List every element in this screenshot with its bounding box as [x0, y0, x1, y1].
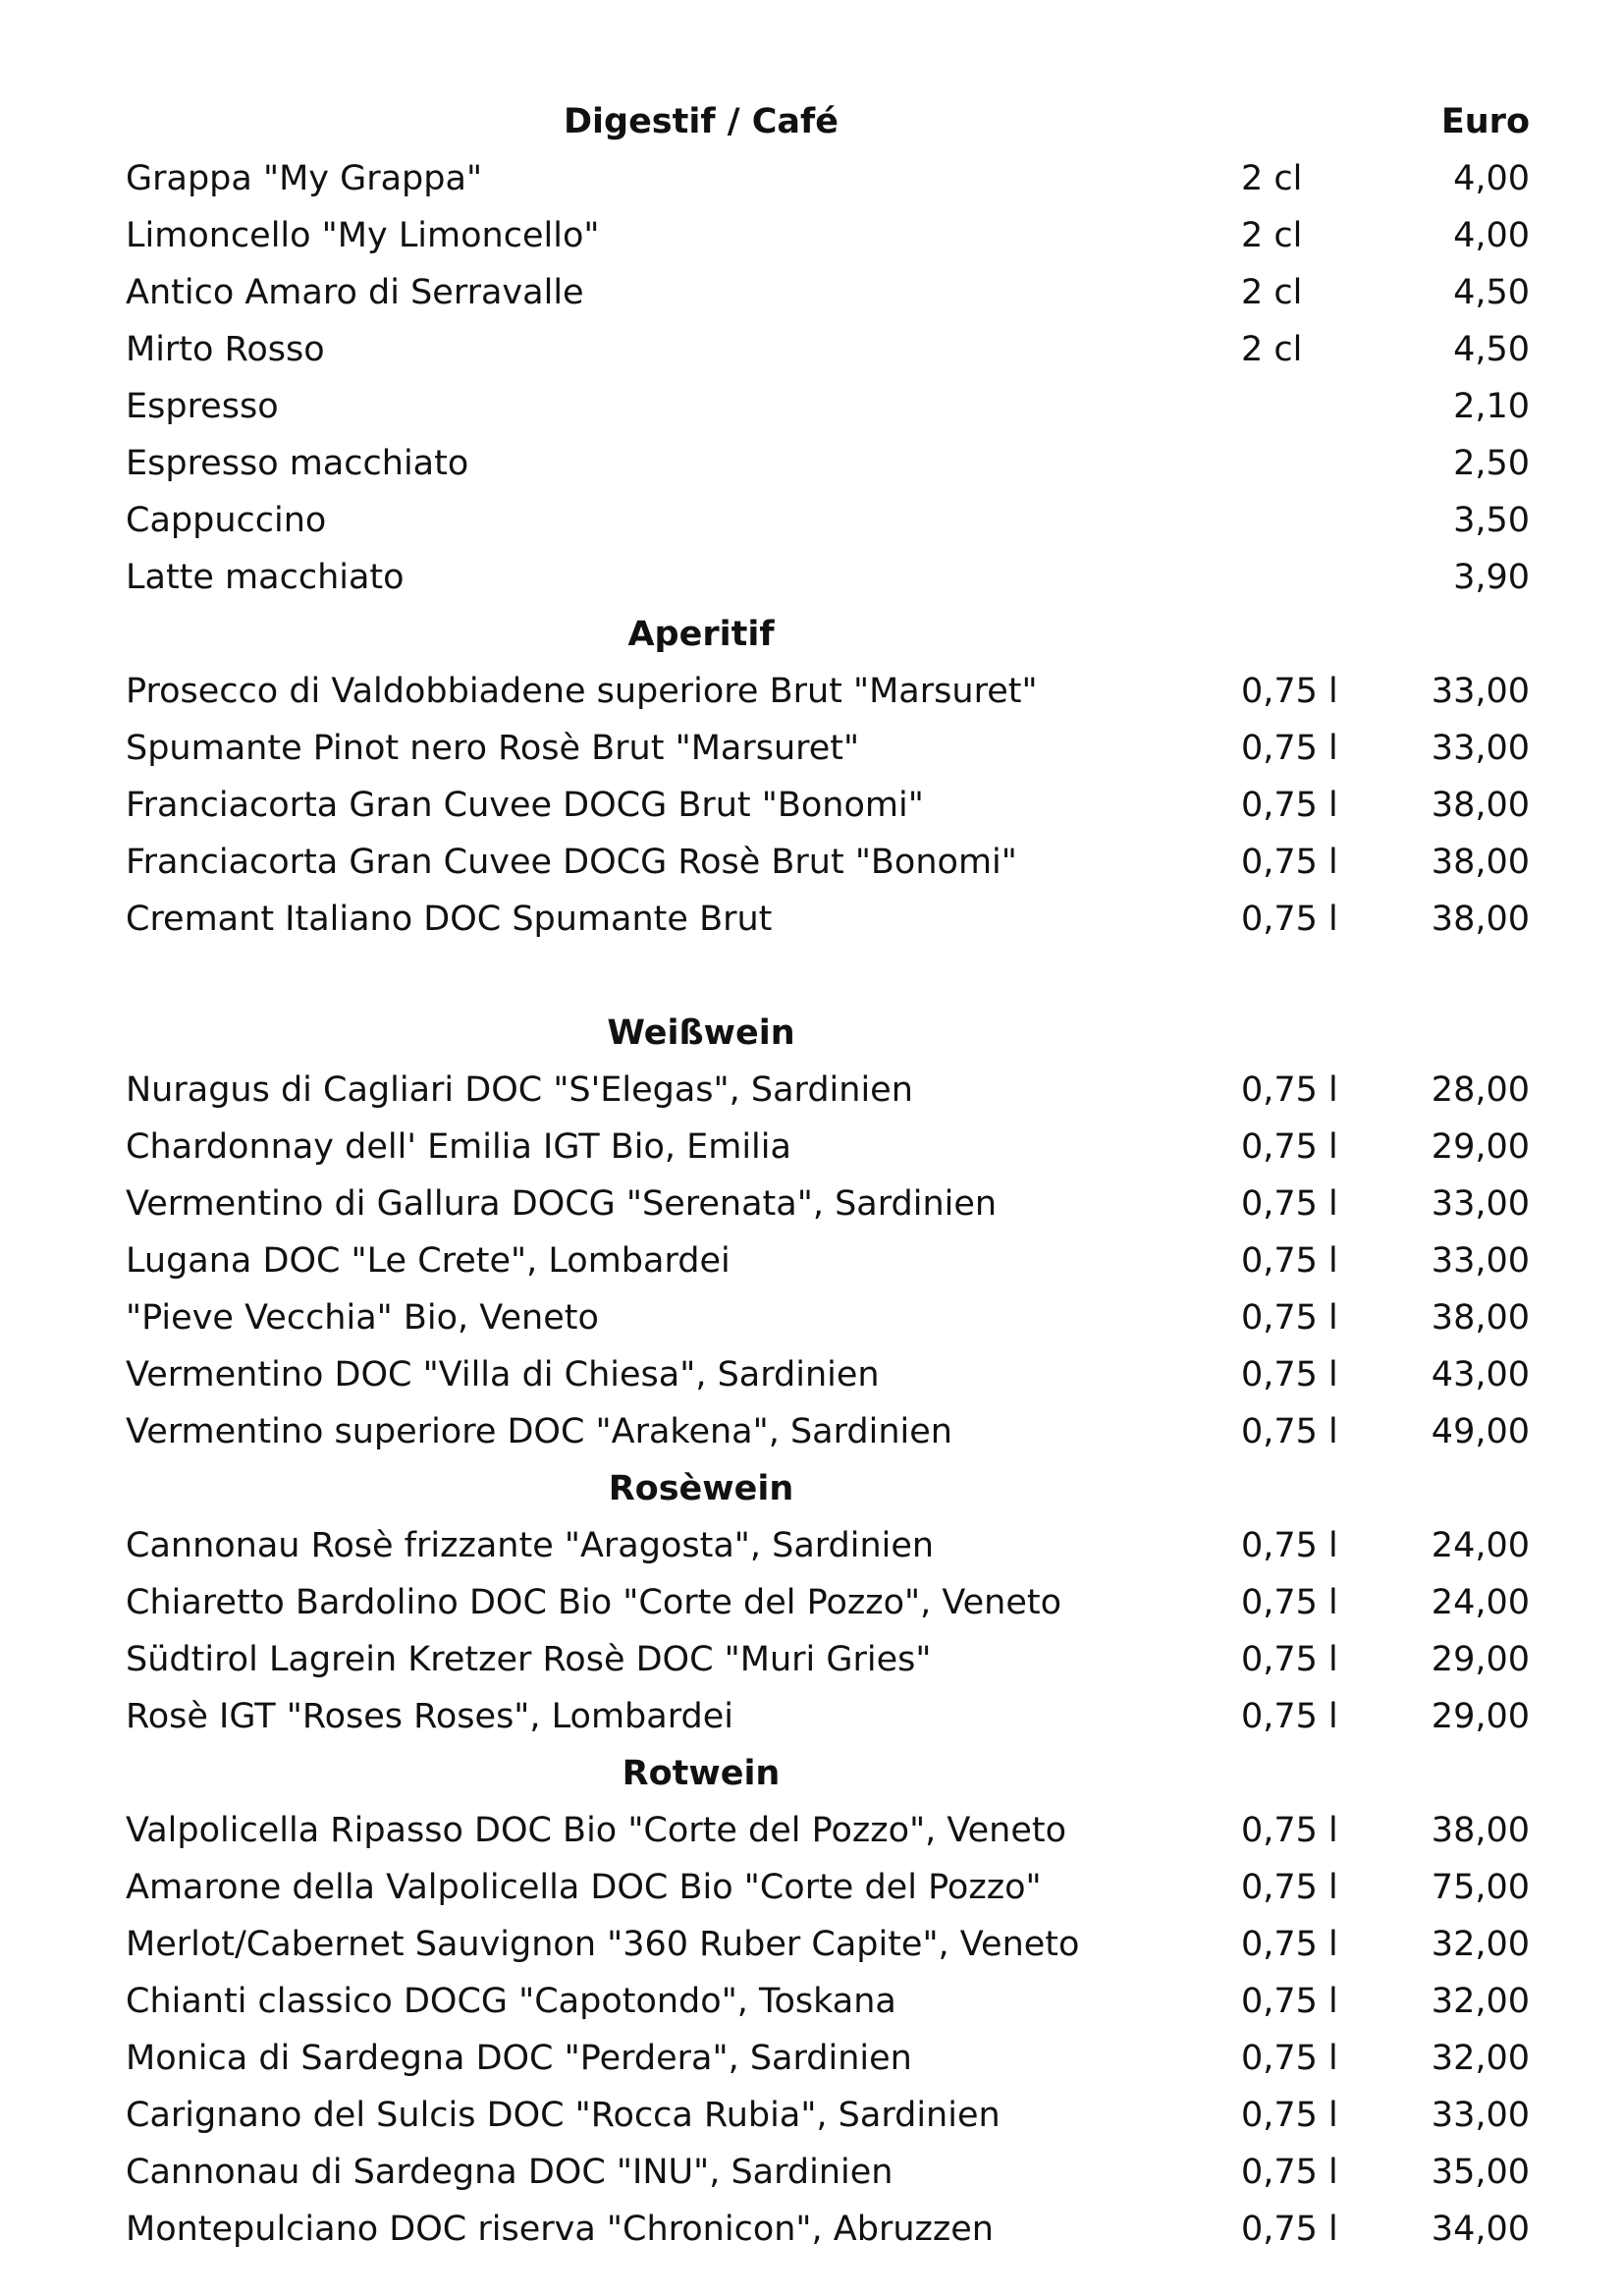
item-price: 29,00: [1431, 1127, 1530, 1167]
menu-item-row: [126, 1859, 1530, 1916]
item-price: 43,00: [1431, 1355, 1530, 1394]
item-name: Vermentino DOC "Villa di Chiesa", Sardinien: [126, 1355, 880, 1394]
menu-item-row: [126, 1916, 1530, 1973]
item-name: Spumante Pinot nero Rosè Brut "Marsuret": [126, 729, 860, 768]
menu-item-row: [126, 1232, 1530, 1289]
menu-item-row: [126, 2030, 1530, 2087]
item-price: 4,00: [1453, 216, 1530, 255]
item-volume: 0,75 l: [1241, 1184, 1338, 1224]
item-name: Grappa "My Grappa": [126, 159, 483, 198]
item-price: 28,00: [1431, 1070, 1530, 1110]
menu-item-row: [126, 2201, 1530, 2258]
item-price: 32,00: [1431, 1982, 1530, 2021]
item-price: 33,00: [1431, 1241, 1530, 1281]
item-volume: 0,75 l: [1241, 1298, 1338, 1338]
item-name: Merlot/Cabernet Sauvignon "360 Ruber Capite", Veneto: [126, 1925, 1080, 1964]
item-volume: 0,75 l: [1241, 1925, 1338, 1964]
menu-item-row: [126, 1062, 1530, 1119]
menu-item-row: [126, 834, 1530, 891]
menu-item-row: [126, 2087, 1530, 2144]
item-name: Cannonau Rosè frizzante "Aragosta", Sardinien: [126, 1526, 935, 1565]
section-heading: Rosèwein: [608, 1469, 794, 1508]
menu-item-row: [126, 321, 1530, 378]
item-name: Espresso: [126, 387, 279, 426]
item-name: Antico Amaro di Serravalle: [126, 273, 584, 312]
item-price: 35,00: [1431, 2153, 1530, 2192]
item-name: Chianti classico DOCG "Capotondo", Toskana: [126, 1982, 896, 2021]
item-name: Südtirol Lagrein Kretzer Rosè DOC "Muri Gries": [126, 1640, 932, 1679]
item-price: 4,00: [1453, 159, 1530, 198]
item-price: 24,00: [1431, 1583, 1530, 1622]
item-name: Chiaretto Bardolino DOC Bio "Corte del Pozzo", Veneto: [126, 1583, 1062, 1622]
menu-item-row: [126, 549, 1530, 606]
item-volume: 0,75 l: [1241, 2039, 1338, 2078]
item-price: 33,00: [1431, 729, 1530, 768]
item-volume: 0,75 l: [1241, 1070, 1338, 1110]
currency-label: Euro: [1440, 102, 1530, 141]
menu-item-row: [126, 150, 1530, 207]
item-price: 38,00: [1431, 1811, 1530, 1850]
item-name: Espresso macchiato: [126, 444, 469, 483]
item-price: 2,50: [1453, 444, 1530, 483]
item-volume: 0,75 l: [1241, 1241, 1338, 1281]
item-name: Mirto Rosso: [126, 330, 325, 369]
menu-item-row: [126, 207, 1530, 264]
item-volume: 0,75 l: [1241, 1412, 1338, 1451]
item-name: Latte macchiato: [126, 558, 405, 597]
item-name: Amarone della Valpolicella DOC Bio "Corte del Pozzo": [126, 1868, 1042, 1907]
item-price: 33,00: [1431, 672, 1530, 711]
item-price: 3,50: [1453, 501, 1530, 540]
item-name: Chardonnay dell' Emilia IGT Bio, Emilia: [126, 1127, 791, 1167]
item-name: Rosè IGT "Roses Roses", Lombardei: [126, 1697, 733, 1736]
menu-item-row: [126, 1517, 1530, 1574]
item-name: Cremant Italiano DOC Spumante Brut: [126, 900, 773, 939]
item-name: Limoncello "My Limoncello": [126, 216, 600, 255]
item-volume: 0,75 l: [1241, 900, 1338, 939]
item-volume: 2 cl: [1241, 216, 1303, 255]
menu-item-row: [126, 663, 1530, 720]
item-volume: 0,75 l: [1241, 2153, 1338, 2192]
menu-item-row: [126, 1688, 1530, 1745]
item-volume: 0,75 l: [1241, 786, 1338, 825]
item-volume: 0,75 l: [1241, 2096, 1338, 2135]
item-price: 38,00: [1431, 786, 1530, 825]
item-name: Prosecco di Valdobbiadene superiore Brut "Marsuret": [126, 672, 1038, 711]
item-name: Franciacorta Gran Cuvee DOCG Brut "Bonomi": [126, 786, 924, 825]
item-volume: 0,75 l: [1241, 1982, 1338, 2021]
menu-item-row: [126, 777, 1530, 834]
menu-item-row: [126, 1175, 1530, 1232]
item-name: Vermentino di Gallura DOCG "Serenata", Sardinien: [126, 1184, 998, 1224]
item-price: 29,00: [1431, 1697, 1530, 1736]
item-name: Monica di Sardegna DOC "Perdera", Sardinien: [126, 2039, 912, 2078]
menu-item-row: [126, 378, 1530, 435]
section-heading: Rotwein: [622, 1754, 781, 1793]
item-volume: 0,75 l: [1241, 1127, 1338, 1167]
item-price: 32,00: [1431, 1925, 1530, 1964]
item-volume: 0,75 l: [1241, 1697, 1338, 1736]
item-name: Nuragus di Cagliari DOC "S'Elegas", Sardinien: [126, 1070, 913, 1110]
item-price: 33,00: [1431, 1184, 1530, 1224]
menu-item-row: [126, 492, 1530, 549]
section-heading: Weißwein: [607, 1013, 795, 1053]
item-volume: 0,75 l: [1241, 1583, 1338, 1622]
item-price: 38,00: [1431, 1298, 1530, 1338]
item-name: "Pieve Vecchia" Bio, Veneto: [126, 1298, 599, 1338]
item-price: 4,50: [1453, 330, 1530, 369]
item-name: Vermentino superiore DOC "Arakena", Sardinien: [126, 1412, 952, 1451]
item-volume: 2 cl: [1241, 273, 1303, 312]
item-volume: 0,75 l: [1241, 843, 1338, 882]
item-price: 38,00: [1431, 843, 1530, 882]
menu-item-row: [126, 1973, 1530, 2030]
item-name: Carignano del Sulcis DOC "Rocca Rubia", Sardinien: [126, 2096, 1001, 2135]
menu-item-row: [126, 891, 1530, 948]
item-volume: 0,75 l: [1241, 672, 1338, 711]
item-name: Lugana DOC "Le Crete", Lombardei: [126, 1241, 731, 1281]
item-name: Montepulciano DOC riserva "Chronicon", Abruzzen: [126, 2210, 994, 2249]
item-name: Valpolicella Ripasso DOC Bio "Corte del Pozzo", Veneto: [126, 1811, 1067, 1850]
item-name: Cannonau di Sardegna DOC "INU", Sardinien: [126, 2153, 893, 2192]
item-volume: 0,75 l: [1241, 2210, 1338, 2249]
item-price: 75,00: [1431, 1868, 1530, 1907]
menu-item-row: [126, 435, 1530, 492]
item-volume: 0,75 l: [1241, 1868, 1338, 1907]
menu-item-row: [126, 1289, 1530, 1346]
item-price: 29,00: [1431, 1640, 1530, 1679]
menu-item-row: [126, 2144, 1530, 2201]
item-volume: 2 cl: [1241, 330, 1303, 369]
item-price: 4,50: [1453, 273, 1530, 312]
menu-item-row: [126, 1802, 1530, 1859]
item-price: 49,00: [1431, 1412, 1530, 1451]
item-volume: 0,75 l: [1241, 1811, 1338, 1850]
menu-item-row: [126, 264, 1530, 321]
menu-item-row: [126, 1119, 1530, 1175]
menu-item-row: [126, 1574, 1530, 1631]
menu-item-row: [126, 1403, 1530, 1460]
item-name: Cappuccino: [126, 501, 327, 540]
item-price: 32,00: [1431, 2039, 1530, 2078]
item-price: 3,90: [1453, 558, 1530, 597]
section-heading: Aperitif: [627, 615, 775, 654]
item-volume: 0,75 l: [1241, 1355, 1338, 1394]
item-volume: 2 cl: [1241, 159, 1303, 198]
item-price: 38,00: [1431, 900, 1530, 939]
menu-item-row: [126, 1631, 1530, 1688]
item-volume: 0,75 l: [1241, 1526, 1338, 1565]
item-price: 34,00: [1431, 2210, 1530, 2249]
item-price: 33,00: [1431, 2096, 1530, 2135]
section-heading: Digestif / Café: [563, 102, 839, 141]
item-name: Franciacorta Gran Cuvee DOCG Rosè Brut "Bonomi": [126, 843, 1017, 882]
menu-item-row: [126, 720, 1530, 777]
menu-item-row: [126, 1346, 1530, 1403]
item-volume: 0,75 l: [1241, 729, 1338, 768]
item-price: 2,10: [1453, 387, 1530, 426]
item-price: 24,00: [1431, 1526, 1530, 1565]
item-volume: 0,75 l: [1241, 1640, 1338, 1679]
